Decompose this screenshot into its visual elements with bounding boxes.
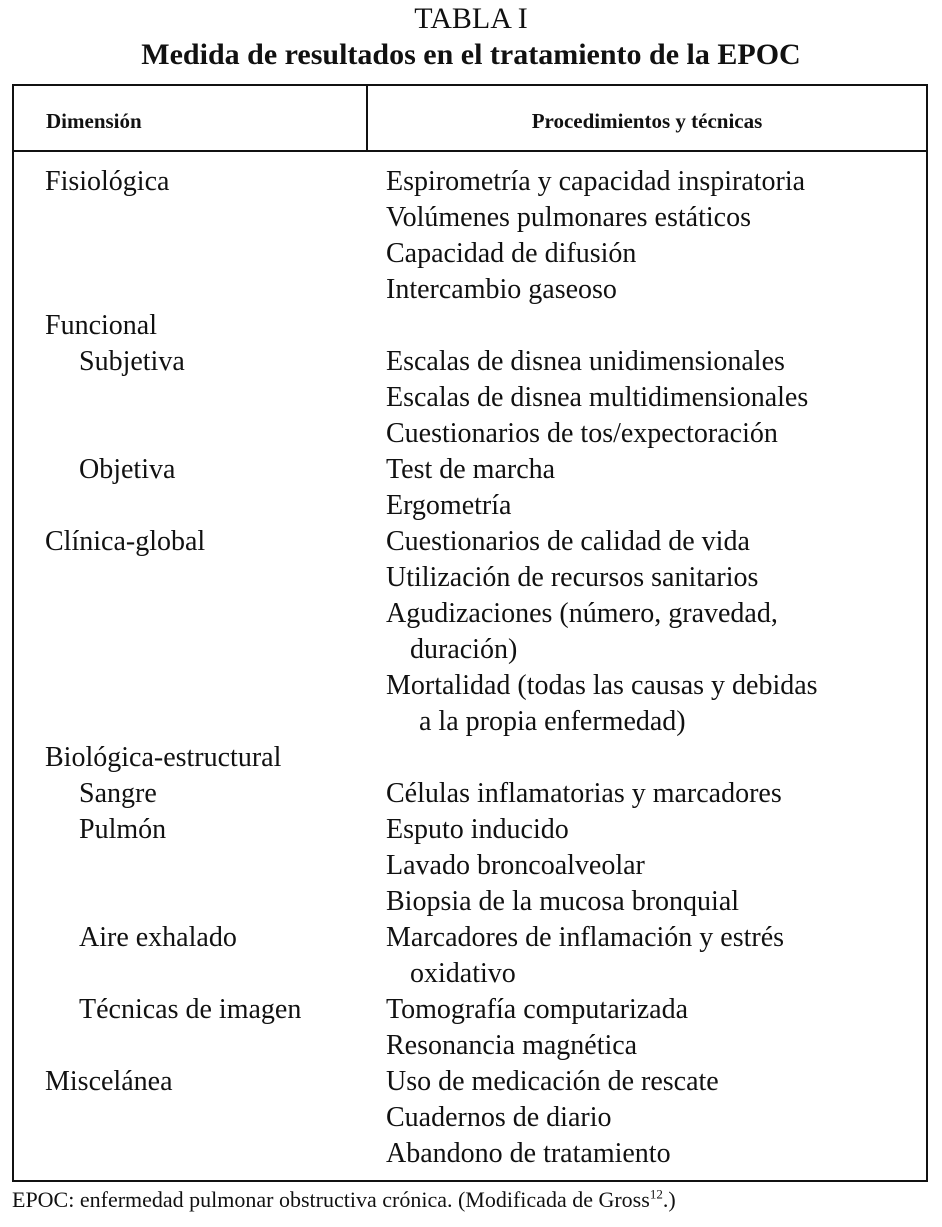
footnote-reference: 12 <box>649 1186 663 1202</box>
table-row <box>14 632 926 668</box>
table-row <box>14 452 926 488</box>
procedure-cell: Escalas de disnea unidimensionales <box>386 346 785 377</box>
procedure-cell: Marcadores de inflamación y estrés <box>386 922 785 953</box>
table-row <box>14 416 926 452</box>
table-row <box>14 596 926 632</box>
procedure-cell: duración) <box>410 634 518 665</box>
procedure-cell: Cuestionarios de tos/expectoración <box>386 418 778 449</box>
dimension-cell: Objetiva <box>79 454 176 485</box>
dimension-cell: Funcional <box>45 310 157 341</box>
table-row <box>14 1028 926 1064</box>
table-row <box>14 560 926 596</box>
procedure-cell: Esputo inducido <box>386 814 569 845</box>
procedure-cell: Abandono de tratamiento <box>386 1138 671 1169</box>
procedure-cell: Utilización de recursos sanitarios <box>386 562 759 593</box>
dimension-cell: Sangre <box>79 778 157 809</box>
table-row <box>14 344 926 380</box>
procedure-cell: Cuadernos de diario <box>386 1102 612 1133</box>
procedure-cell: Células inflamatorias y marcadores <box>386 778 782 809</box>
footnote-end: .) <box>662 1187 676 1212</box>
dimension-cell: Técnicas de imagen <box>79 994 302 1025</box>
dimension-cell: Fisiológica <box>45 166 170 197</box>
procedure-cell: Test de marcha <box>386 454 556 485</box>
table-body <box>14 164 926 1172</box>
table-row <box>14 920 926 956</box>
table-label: TABLA I <box>414 2 528 35</box>
table-row <box>14 812 926 848</box>
procedure-cell: oxidativo <box>410 958 516 989</box>
table-row <box>14 776 926 812</box>
procedure-cell: Uso de medicación de rescate <box>386 1066 719 1097</box>
dimension-cell: Clínica-global <box>45 526 206 557</box>
table-row <box>14 740 926 776</box>
outcomes-table <box>12 84 928 1182</box>
table-row <box>14 884 926 920</box>
table-row <box>14 524 926 560</box>
table-row <box>14 668 926 704</box>
table-row <box>14 236 926 272</box>
table-row <box>14 848 926 884</box>
procedure-cell: Tomografía computarizada <box>386 994 689 1025</box>
procedure-cell: Resonancia magnética <box>386 1030 638 1061</box>
procedure-cell: Espirometría y capacidad inspiratoria <box>386 166 806 197</box>
dimension-cell: Biológica-estructural <box>45 742 282 773</box>
procedure-cell: Agudizaciones (número, gravedad, <box>386 598 778 629</box>
table-row <box>14 488 926 524</box>
table-row <box>14 704 926 740</box>
table-row <box>14 1064 926 1100</box>
dimension-cell: Subjetiva <box>79 346 185 377</box>
dimension-cell: Aire exhalado <box>79 922 237 953</box>
procedure-cell: Cuestionarios de calidad de vida <box>386 526 750 557</box>
footnote-text: EPOC: enfermedad pulmonar obstructiva crónica. (Modificada de Gross <box>12 1187 650 1212</box>
procedure-cell: Mortalidad (todas las causas y debidas <box>386 670 818 701</box>
table-row <box>14 956 926 992</box>
table-row <box>14 272 926 308</box>
procedure-cell: Lavado broncoalveolar <box>386 850 645 881</box>
table-row <box>14 200 926 236</box>
procedure-cell: Intercambio gaseoso <box>386 274 617 305</box>
table-row <box>14 308 926 344</box>
table-title: Medida de resultados en el tratamiento de la EPOC <box>141 38 801 71</box>
column-header-procedures: Procedimientos y técnicas <box>531 109 763 133</box>
procedure-cell: Escalas de disnea multidimensionales <box>386 382 809 413</box>
procedure-cell: Ergometría <box>386 490 512 521</box>
table-row <box>14 1136 926 1172</box>
dimension-cell: Miscelánea <box>45 1066 173 1097</box>
table-row <box>14 164 926 200</box>
procedure-cell: Capacidad de difusión <box>386 238 637 269</box>
table-row <box>14 380 926 416</box>
procedure-cell: Biopsia de la mucosa bronquial <box>386 886 740 917</box>
column-header-dimension: Dimensión <box>46 109 142 133</box>
procedure-cell: Volúmenes pulmonares estáticos <box>386 202 751 233</box>
table-row <box>14 992 926 1028</box>
procedure-cell: a la propia enfermedad) <box>419 706 686 737</box>
table-footnote <box>12 1186 676 1214</box>
table-header-row <box>14 86 926 152</box>
dimension-cell: Pulmón <box>79 814 167 845</box>
table-row <box>14 1100 926 1136</box>
